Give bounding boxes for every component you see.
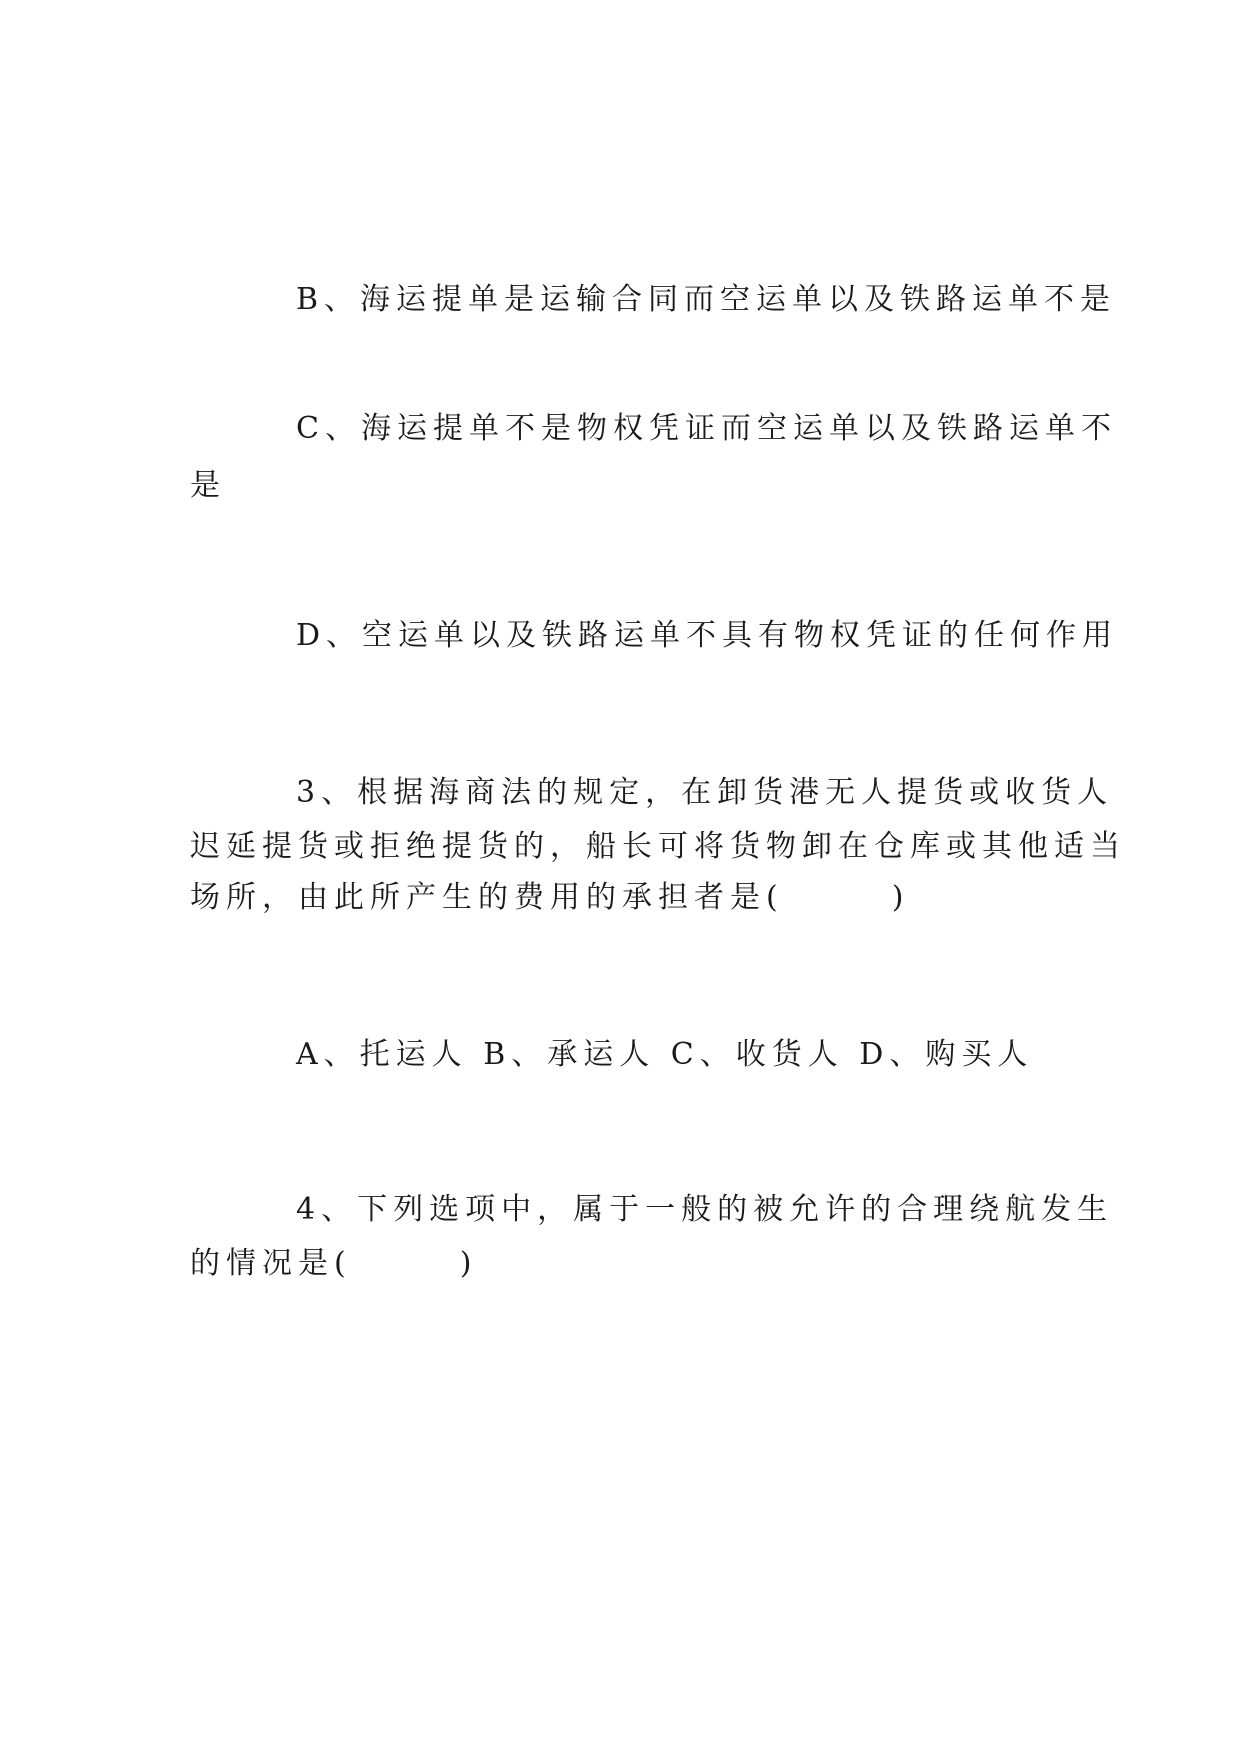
question-4-line-1: 4、下列选项中，属于一般的被允许的合理绕航发生: [296, 1192, 1114, 1227]
option-d-line: D、空运单以及铁路运单不具有物权凭证的任何作用: [296, 618, 1119, 653]
question-3-line-2: 迟延提货或拒绝提货的，船长可将货物卸在仓库或其他适当: [190, 829, 1126, 864]
option-c-line: C、海运提单不是物权凭证而空运单以及铁路运单不: [296, 411, 1117, 446]
option-b-line: B、海运提单是运输合同而空运单以及铁路运单不是: [296, 282, 1117, 317]
question-4-line-2: 的情况是( ): [190, 1246, 478, 1281]
option-c-line-continued: 是: [190, 468, 226, 503]
question-3-options: A、托运人 B、承运人 C、收货人 D、购买人: [296, 1037, 1034, 1072]
question-3-line-1: 3、根据海商法的规定，在卸货港无人提货或收货人: [296, 775, 1114, 810]
question-3-line-3: 场所，由此所产生的费用的承担者是( ): [190, 880, 910, 915]
